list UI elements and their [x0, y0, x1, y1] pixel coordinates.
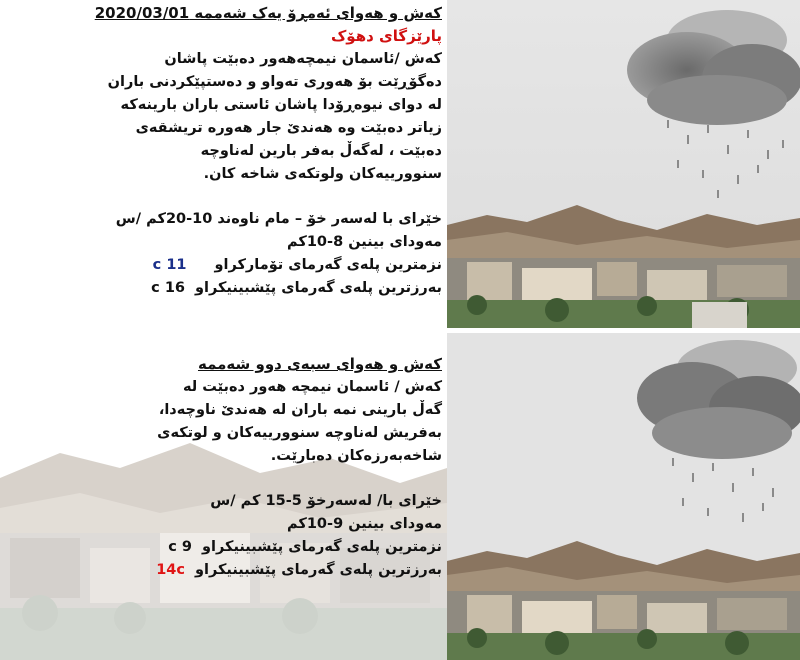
- tomorrow-forecast-block: [150, 353, 442, 582]
- rain-cloud-city-photo-bottom: [447, 333, 800, 660]
- tomorrow-min-temp-row: [150, 536, 442, 559]
- today-title: كەش و هەوای ئەمڕۆ یەک شەممە 2020/03/01: [94, 4, 442, 22]
- tomorrow-forecast-text: كەش / ئاسمان نیمچە هەور دەبێت لە گەڵ بارینی نمە باران لە هەندێ ناوچەدا، بەفریش لەناوچە سنوورییەکان و لوتکەی شاخەبەرزەکان دەبارێت.: [157, 379, 442, 464]
- today-visibility: مەودای بینین 8-10کم: [287, 234, 442, 250]
- tomorrow-max-temp-label: بەرزترین پلەی گەرمای پێشبینیکراو: [195, 562, 442, 578]
- today-min-temp-value: 11 c: [152, 257, 187, 273]
- tomorrow-visibility: مەودای بینین 9-10کم: [287, 516, 442, 532]
- today-wind: خێرای با لەسەر خۆ – مام ناوەند 10-20کم /س: [115, 211, 442, 227]
- today-forecast-block: [94, 2, 442, 300]
- today-max-temp-value: 16 c: [151, 280, 185, 296]
- tomorrow-min-temp-value: 9 c: [168, 539, 193, 555]
- city-name: پارێزگای دهۆک: [330, 27, 442, 45]
- tomorrow-title: کەش و هەوای سبەی دوو شەممە: [197, 355, 442, 373]
- today-min-temp-label: نزمترین پلەی گەرمای تۆمارکراو: [214, 257, 442, 273]
- tomorrow-max-temp-row: [150, 559, 442, 582]
- tomorrow-max-temp-value: 14c: [156, 562, 185, 578]
- tomorrow-min-temp-label: نزمترین پلەی گەرمای پێشبینیکراو: [202, 539, 442, 555]
- today-max-temp-row: [104, 277, 442, 300]
- tomorrow-wind: خێرای با/ لەسەرخۆ 5-15 کم /س: [210, 493, 442, 509]
- today-min-temp-row: [104, 254, 442, 277]
- today-max-temp-label: بەرزترین پلەی گەرمای پێشبینیکراو: [195, 280, 442, 296]
- today-forecast-text: كەش /ئاسمان نیمچەهەور دەبێت پاشان دەگۆڕێت بۆ هەوری تەواو و دەستپێکردنی باران لە دوای نیوەڕۆدا پاشان ئاستی باران بارینەکە زیاتر دەبێت وە هەندێ جار هەورە تریشقەی دەبێت ، لەگەڵ بەفر بارین لەناوچە سنوورییەکان ولوتکەی شاخە کان.: [107, 51, 442, 182]
- rain-cloud-city-photo-top: [447, 0, 800, 328]
